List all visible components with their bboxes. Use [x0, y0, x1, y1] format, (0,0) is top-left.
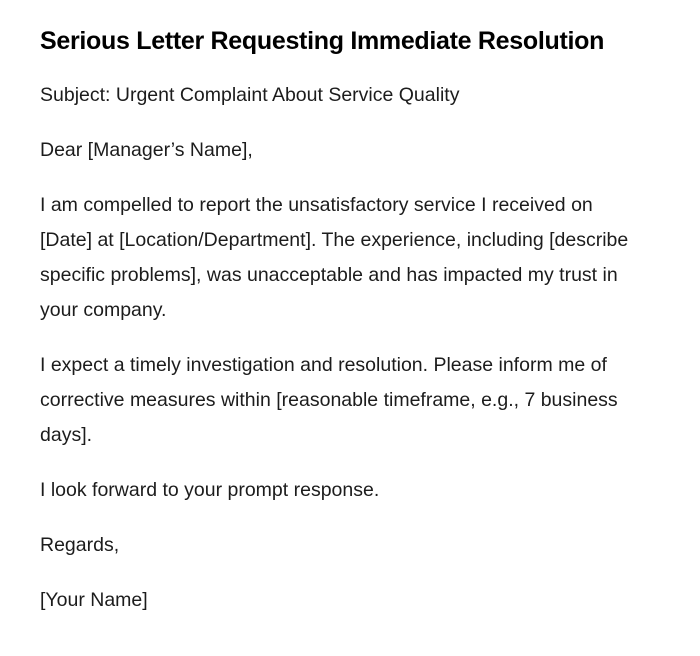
letter-paragraph-1: I am compelled to report the unsatisfactory service I received on [Date] at [Location/Department]. The experience, including [describe specific problems], was unacceptable and has impacted my trust in your company.	[40, 194, 629, 321]
letter-closing: Regards,	[40, 534, 120, 556]
letter-paragraph-3: I look forward to your prompt response.	[40, 479, 380, 501]
letter-title: Serious Letter Requesting Immediate Resolution	[40, 27, 605, 55]
letter-subject: Subject: Urgent Complaint About Service Quality	[40, 84, 460, 106]
letter-document	[40, 24, 640, 638]
letter-signature: [Your Name]	[40, 589, 148, 611]
letter-paragraph-2: I expect a timely investigation and resolution. Please inform me of corrective measures within [reasonable timeframe, e.g., 7 business days].	[40, 354, 618, 446]
letter-salutation: Dear [Manager’s Name],	[40, 139, 253, 161]
